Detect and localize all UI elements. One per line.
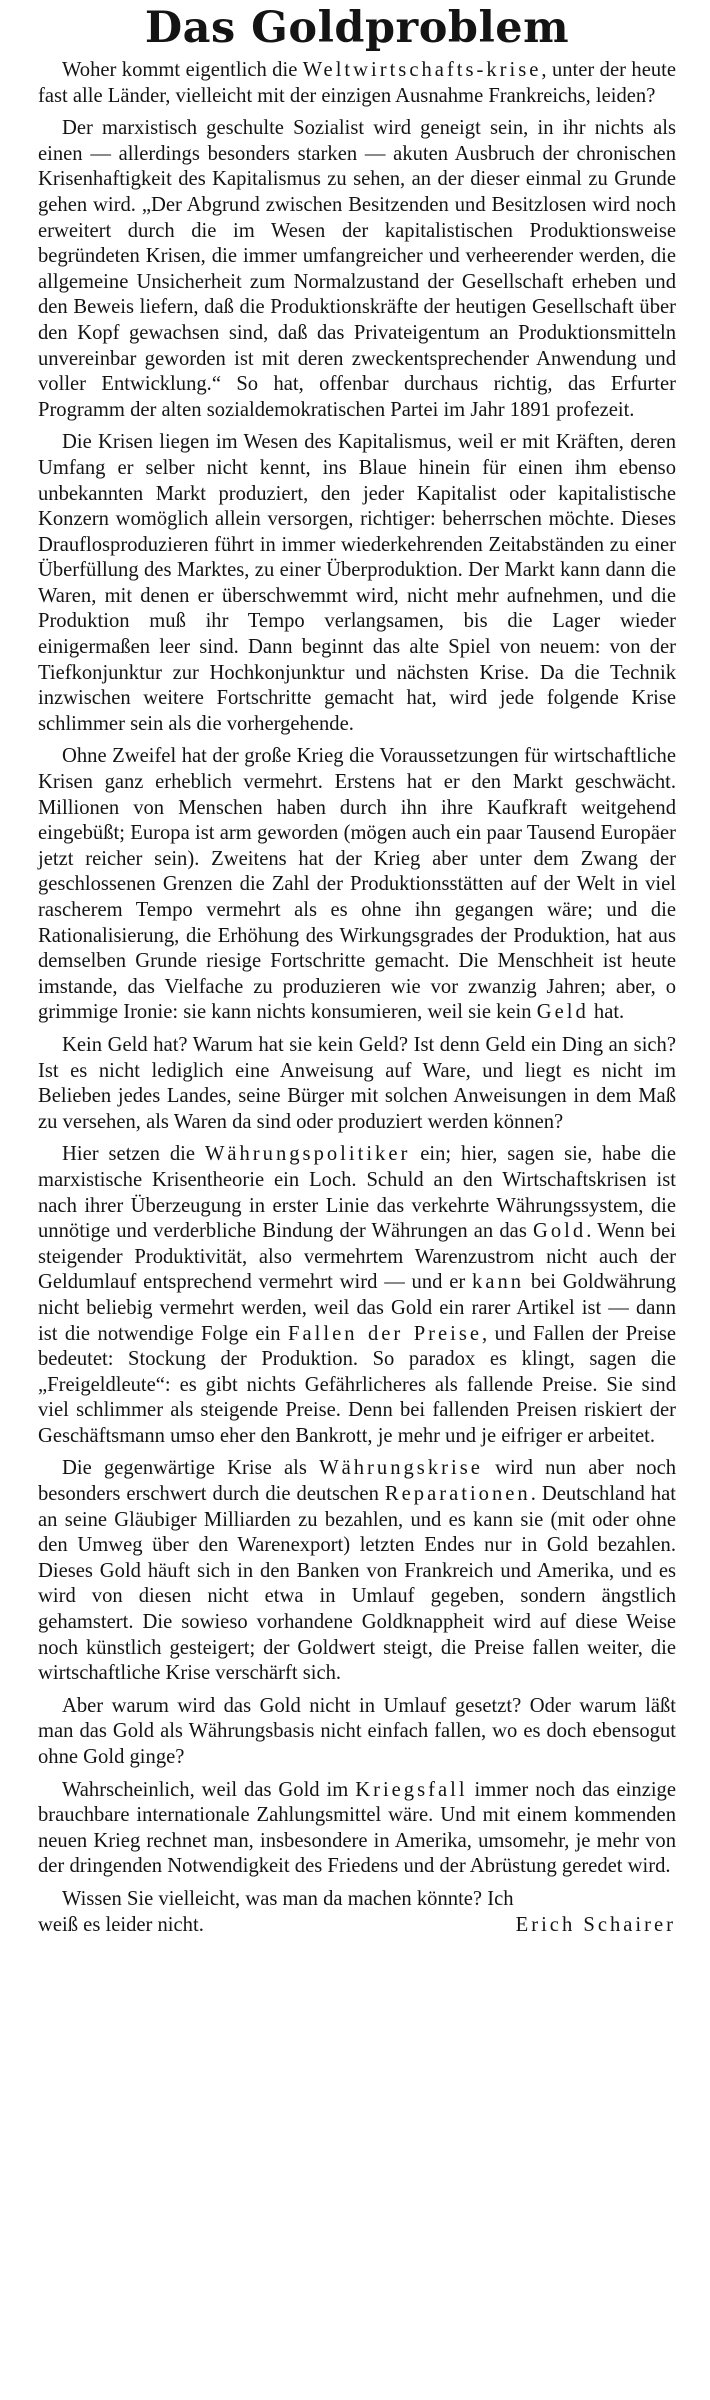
text-run: , und Fallen der Preise bedeutet: Stockung der Produktion. So paradox es klingt, sagen die „Freigeldleute“: es gibt nichts Gefährlicheres als fallende Preise. Sie sind viel schlimmer als steigende Preise. Denn bei fallenden Preisen riskiert der Geschäftsmann umso eher den Bankrott, je mehr und je eifriger er arbeitet.	[38, 1322, 676, 1447]
spaced-term-waehrungskrise: Währungskrise	[319, 1457, 483, 1480]
spaced-term-fallen-der-preise: Fallen der Preise	[288, 1322, 483, 1345]
text-run: Ohne Zweifel hat der große Krieg die Voraussetzungen für wirtschaftliche Krisen ganz erheblich vermehrt. Erstens hat er den Markt geschwächt. Millionen von Menschen haben durch ihn ihre Kaufkraft weitgehend eingebüßt; Europa ist arm geworden (mögen auch ein paar Tausend Europäer jetzt reicher sein). Zweitens hat der Krieg aber unter dem Zwang der geschlossenen Grenzen die Zahl der Produktionsstätten auf der Welt in viel rascherem Tempo vermehrt als es ohne ihn gegangen wäre; und die Rationalisierung, die Erhöhung des Wirkungsgrades der Produktion, hat aus demselben Grunde riesige Fortschritte gemacht. Die Menschheit ist heute imstande, das Vielfache zu produzieren wie vor zwanzig Jahren; aber, o grimmige Ironie: sie kann nichts konsumieren, weil sie kein	[38, 745, 676, 1024]
text-run: ein; hier, sagen sie, habe die marxistische Krisentheorie ein Loch. Schuld an den Wirtschaftskrisen ist nach ihrer Überzeugung in erster Linie das verkehrte Währungssystem, die unnötige und verderbliche Bindung der Währungen an das	[38, 1143, 676, 1243]
text-run: . Deutschland hat an seine Gläubiger Milliarden zu bezahlen, und es kann sie (mit oder ohne den Umweg über den Warenexport) letzten Endes nur in Gold bezahlen. Dieses Gold häuft sich in den Banken von Frankreich und Amerika, und es wird von diesen nicht etwa in Umlauf gegeben, sondern ängstlich gehamstert. Die sowieso vorhandene Goldknappheit wird auf diese Weise noch künstlich gesteigert; der Goldwert steigt, die Preise fallen weiter, die wirtschaftliche Krise verschärft sich.	[38, 1483, 676, 1685]
paragraph-8: Aber warum wird das Gold nicht in Umlauf gesetzt? Oder warum läßt man das Gold als Währungsbasis nicht einfach fallen, wo es doch ebensogut ohne Gold ginge?	[38, 1694, 676, 1768]
paragraph-1	[38, 58, 676, 109]
text-run: . Wenn bei steigender Produktivität, also vermehrtem Warenzustrom nicht auch der Geldumlauf entsprechend vermehrt wird — und er	[38, 1220, 676, 1294]
paragraph-7	[38, 1456, 676, 1686]
paragraph-4	[38, 744, 676, 1026]
closing-line	[38, 1887, 676, 1913]
text-run: immer noch das einzige brauchbare internationale Zahlungsmittel wäre. Und mit einem kommenden neuen Krieg rechnet man, insbesondere in Amerika, umsomehr, je mehr von der dringenden Notwendigkeit des Friedens und der Abrüstung geredet wird.	[38, 1778, 676, 1878]
spaced-term-waehrungspolitiker: Währungspolitiker	[204, 1143, 411, 1166]
paragraph-2: Der marxistisch geschulte Sozialist wird geneigt sein, in ihr nichts als einen — allerdings besonders starken — akuten Ausbruch der chronischen Krisenhaftigkeit des Kapitalismus zu sehen, an der dieser einmal zu Grunde gehen wird. „Der Abgrund zwischen Besitzenden und Besitzlosen wird noch erweitert durch die im Wesen der kapitalistischen Produktionsweise begründeten Krisen, die immer umfangreicher und verheerender werden, die allgemeine Unsicherheit zum Normalzustand der Gesellschaft erheben und den Beweis liefern, daß die Produktionskräfte der heutigen Gesellschaft über den Kopf gewachsen sind, daß das Privateigentum an Produktionsmitteln unvereinbar geworden ist mit deren zweckentsprechender Anwendung und voller Entwicklung.“ So hat, offenbar durchaus richtig, das Erfurter Programm der alten sozialdemokratischen Partei im Jahr 1891 profezeit.	[38, 117, 676, 421]
spaced-term-kriegsfall: Kriegsfall	[355, 1778, 468, 1801]
text-run: wird nun aber noch besonders erschwert durch die deutschen	[38, 1457, 677, 1506]
spaced-term-kann: kann	[472, 1271, 525, 1294]
article-body	[38, 58, 676, 1938]
spaced-term-gold: Gold	[533, 1220, 587, 1243]
spaced-term-weltwirtschaftskrise: Weltwirtschafts-krise	[302, 59, 542, 81]
text-run: Woher kommt eigentlich die	[62, 59, 303, 81]
paragraph-9	[38, 1778, 676, 1880]
text-run: , unter der heute fast alle Länder, vielleicht mit der einzigen Ausnahme Frankreichs, leiden?	[38, 59, 676, 107]
text-run: hat.	[588, 1001, 625, 1024]
text-run: Die gegenwärtige Krise als	[62, 1457, 320, 1480]
text-run: Hier setzen die	[62, 1143, 205, 1166]
author-signature: Erich Schairer	[515, 1913, 676, 1936]
spaced-term-geld: Geld	[536, 1001, 589, 1024]
article-title: Das Goldproblem	[144, 3, 570, 53]
paragraph-3: Die Krisen liegen im Wesen des Kapitalismus, weil er mit Kräften, deren Umfang er selber nicht kennt, ins Blaue hinein für einen ihm ebenso unbekannten Markt produziert, den jeder Kapitalist oder kapitalistische Konzern womöglich allein versorgen, richtiger: beherrschen möchte. Dieses Drauflosproduzieren führt in immer wiederkehrenden Zeitabständen zu einer Überfüllung des Marktes, zu einer Überproduktion. Der Markt kann dann die Waren, mit denen er überschwemmt wird, nicht mehr aufnehmen, und die Produktion muß ihr Tempo verlangsamen, bis die Lager wieder einigermaßen leer sind. Dann beginnt das alte Spiel von neuem: von der Tiefkonjunktur zur Hochkonjunktur und nächsten Krise. Da die Technik inzwischen weitere Fortschritte gemacht hat, wird jede folgende Krise schlimmer sein als die vorhergehende.	[38, 431, 676, 735]
spaced-term-reparationen: Reparationen	[384, 1483, 531, 1506]
closing-question: Wissen Sie vielleicht, was man da machen könnte? Ich	[62, 1887, 514, 1910]
closing-line-2	[38, 1913, 676, 1939]
text-run: bei Goldwährung nicht beliebig vermehrt werden, weil das Gold ein rarer Artikel ist — dann ist die notwendige Folge ein	[38, 1271, 677, 1345]
text-run: Wahrscheinlich, weil das Gold im	[62, 1778, 356, 1801]
closing-answer: weiß es leider nicht.	[38, 1913, 204, 1936]
paragraph-5: Kein Geld hat? Warum hat sie kein Geld? Ist denn Geld ein Ding an sich? Ist es nicht lediglich eine Anweisung auf Ware, und liegt es nicht im Belieben jedes Landes, seine Bürger mit solchen Anweisungen in dem Maß zu versehen, als Waren da sind oder produziert werden können?	[38, 1033, 676, 1133]
paragraph-6	[38, 1142, 676, 1449]
